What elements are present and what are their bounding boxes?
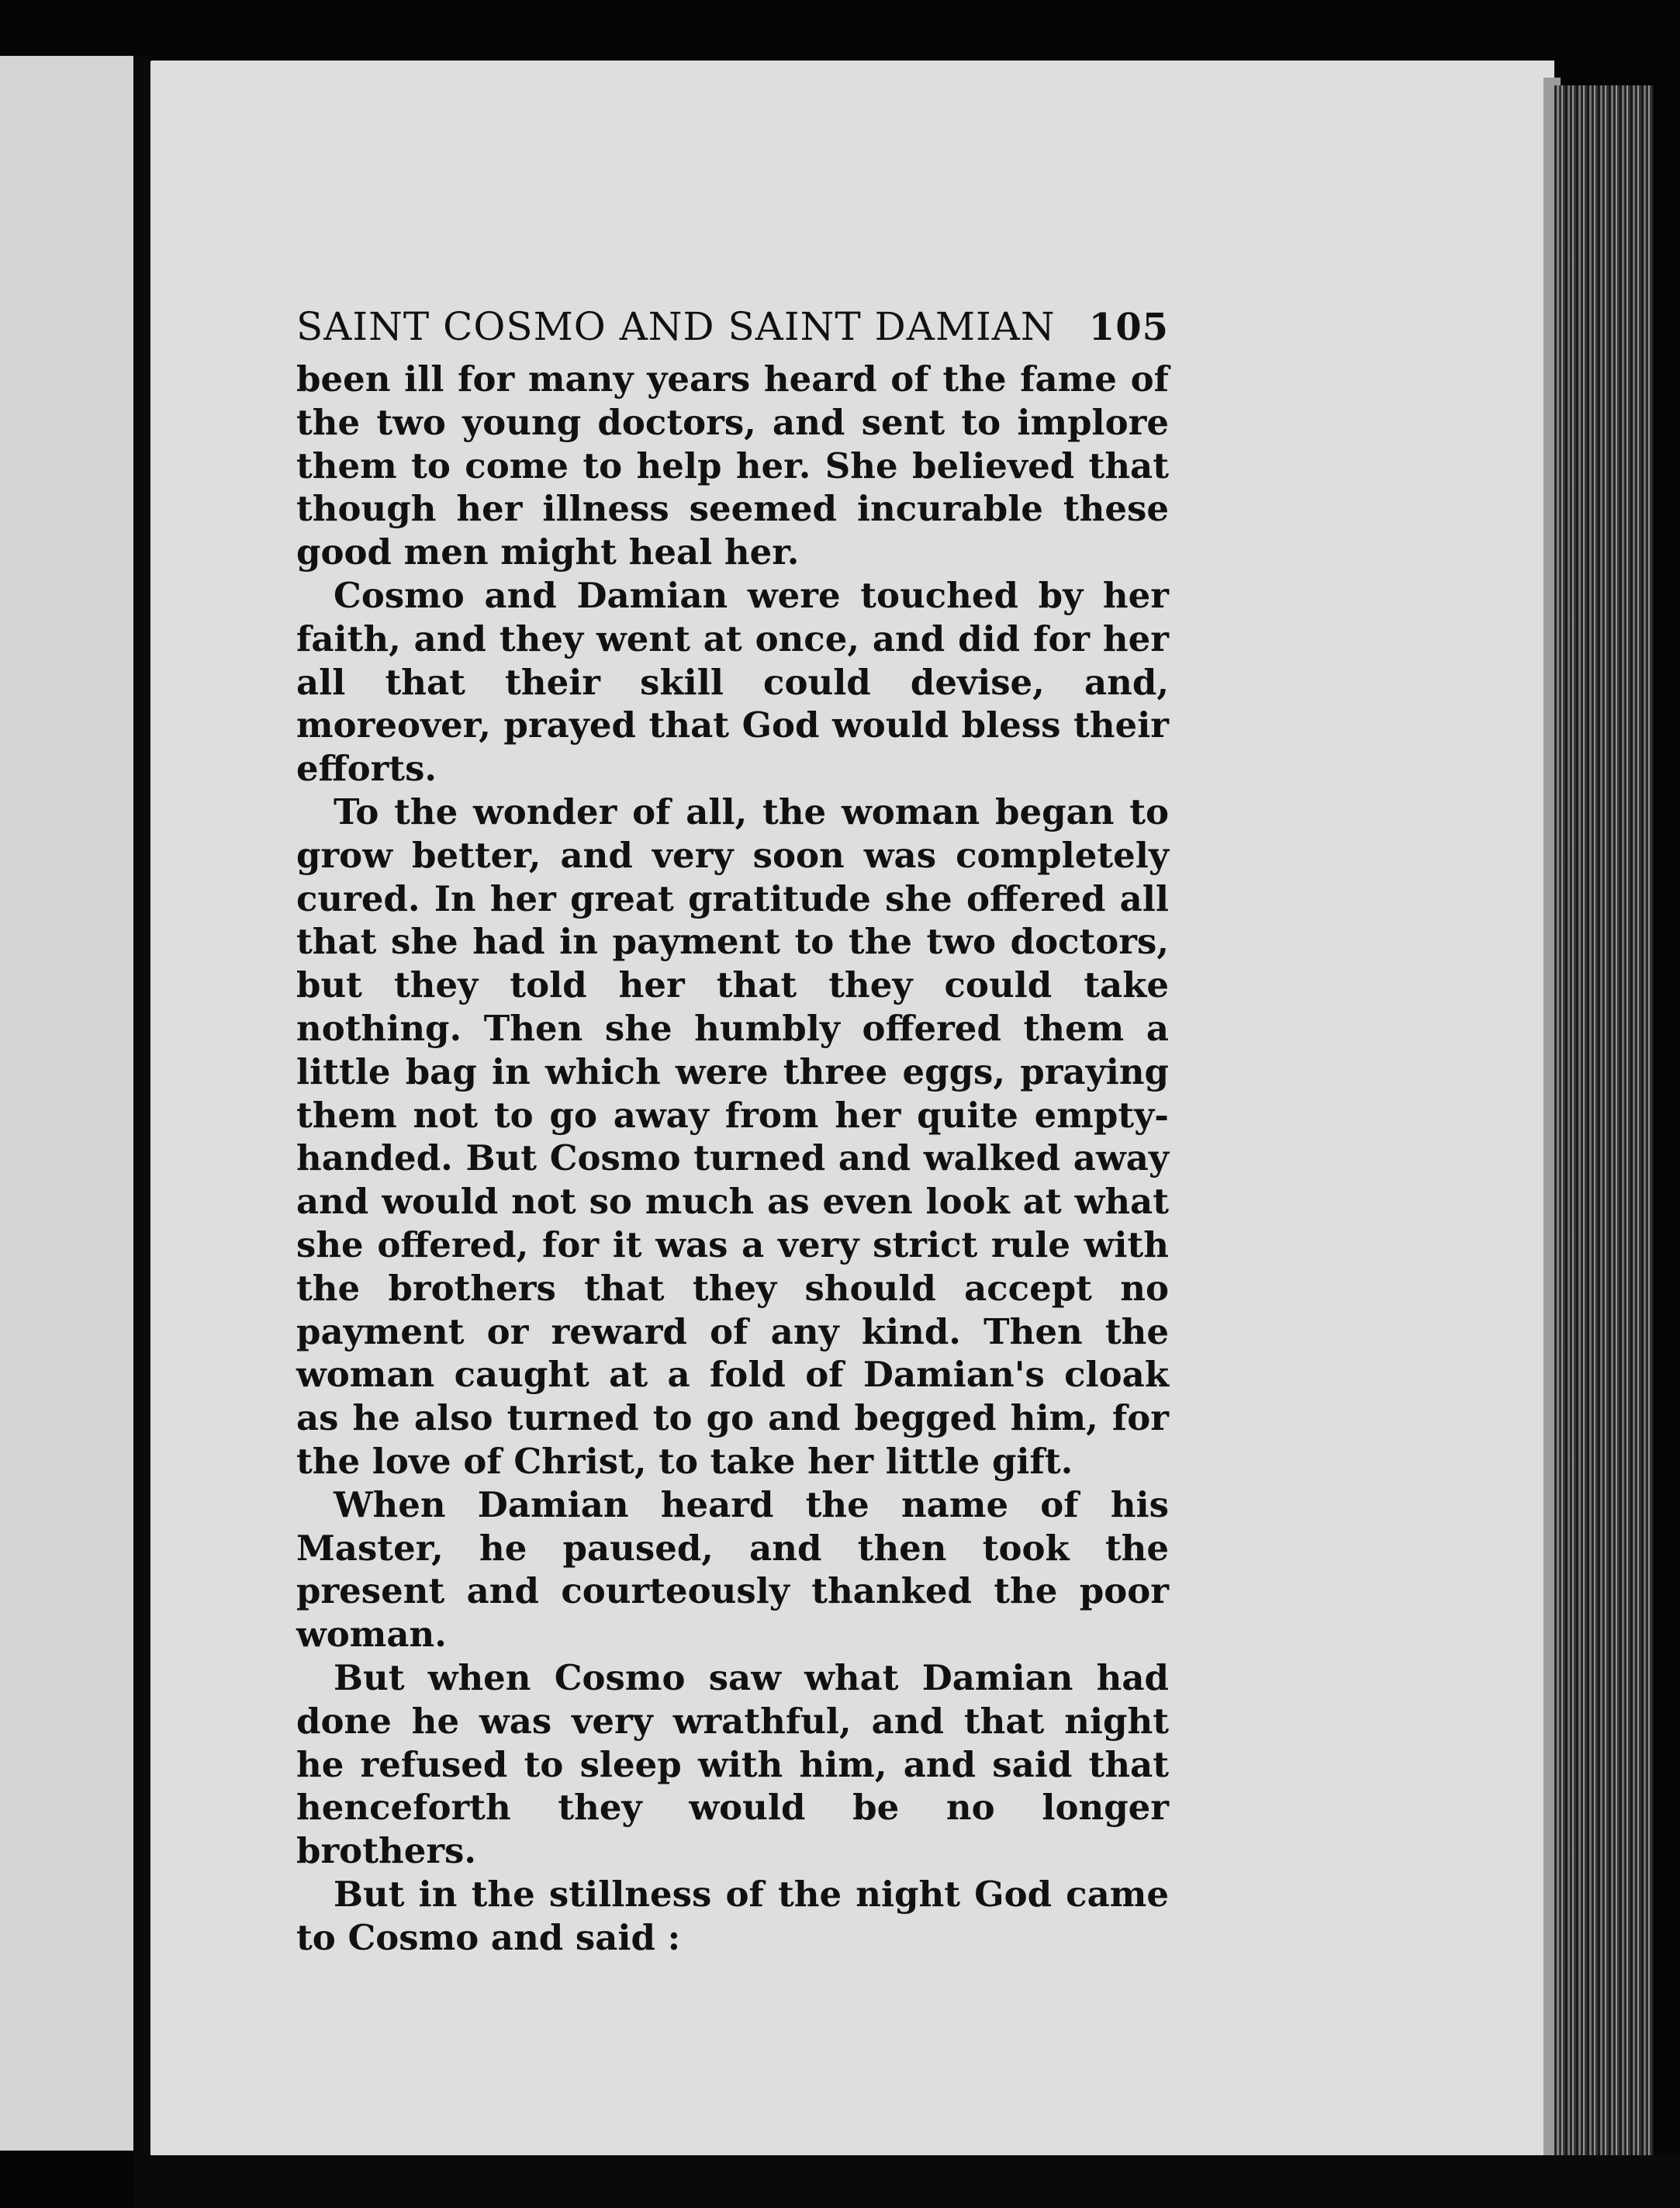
paragraph: Cosmo and Damian were touched by her faith, and they went at once, and did for her all that their skill could devise, and, moreover, prayed that God would bless their efforts.: [296, 574, 1169, 790]
book-gutter: [133, 56, 150, 2166]
bottom-shadow: [133, 2155, 1680, 2208]
paragraph: But when Cosmo saw what Damian had done he was very wrathful, and that night he refused to sleep with him, and said that henceforth they would be no longer brothers.: [296, 1656, 1169, 1872]
paragraph: To the wonder of all, the woman began to grow better, and very soon was completely cured. In her great gratitude she offered all that she had in payment to the two doctors, but they told her that they could take nothing. Then she humbly offered them a little bag in which were three eggs, praying them not to go away from her quite empty-handed. But Cosmo turned and walked away and would not so much as even look at what she offered, for it was a very strict rule with the brothers that they should accept no payment or reward of any kind. Then the woman caught at a fold of Damian's cloak as he also turned to go and begged him, for the love of Christ, to take her little gift.: [296, 791, 1169, 1482]
paragraph: When Damian heard the name of his Master, he paused, and then took the present and courteously thanked the poor woman.: [296, 1483, 1169, 1656]
page-text-block: [296, 301, 1169, 1959]
paragraph-continued: been ill for many years heard of the fame of the two young doctors, and sent to implore them to come to help her. She believed that though her illness seemed incurable these good men might heal her.: [296, 358, 1169, 573]
paragraph: But in the stillness of the night God came to Cosmo and said :: [296, 1873, 1169, 1958]
page-number: 105: [1088, 306, 1169, 349]
page-stack-edge: [1554, 85, 1654, 2165]
running-head: [296, 301, 1169, 353]
facing-page-edge: [0, 56, 133, 2151]
running-head-title: SAINT COSMO AND SAINT DAMIAN: [296, 304, 1056, 349]
